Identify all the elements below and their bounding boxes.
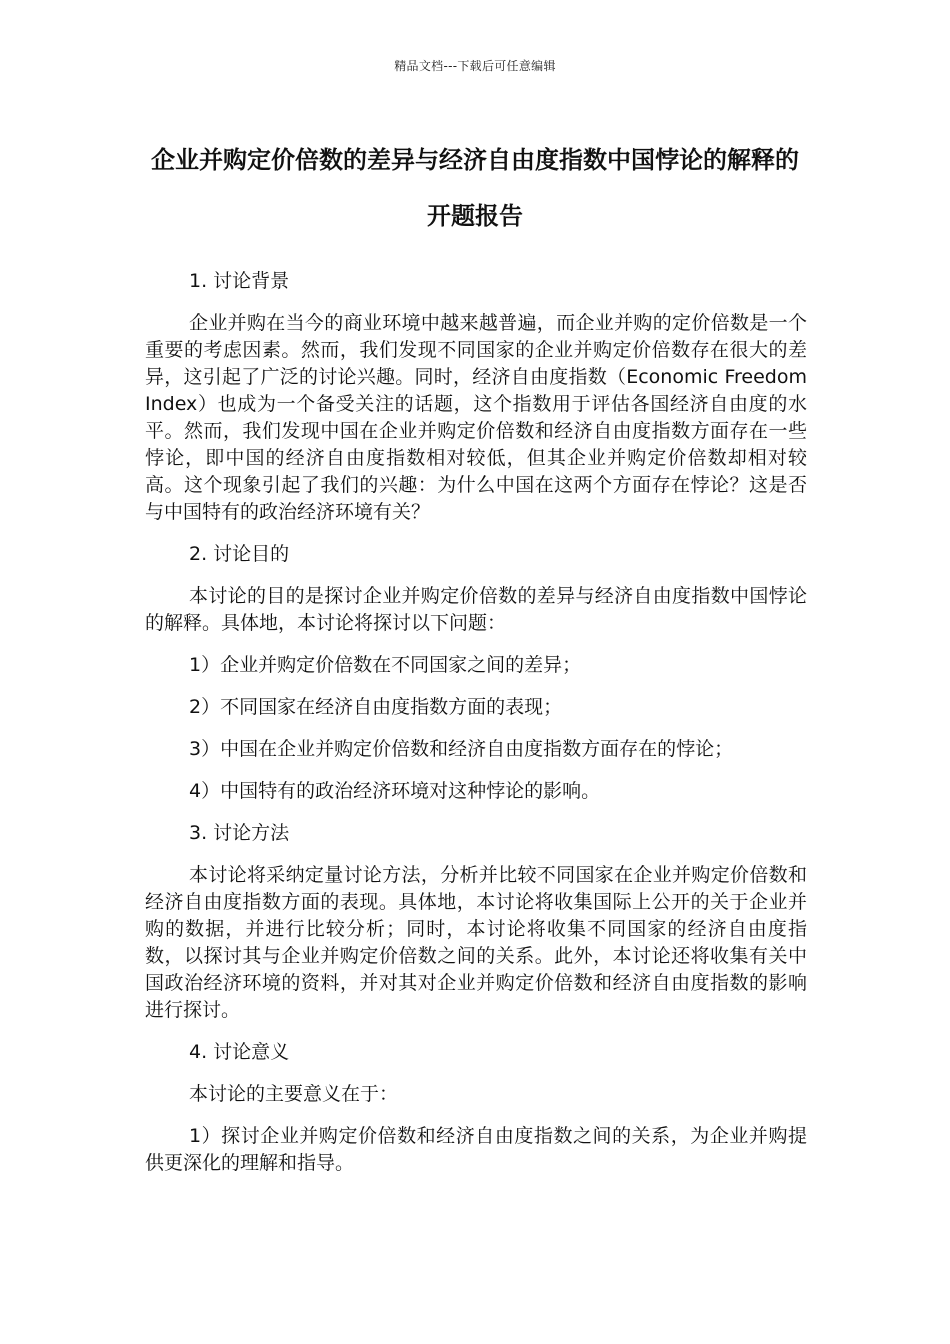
document-title: 企业并购定价倍数的差异与经济自由度指数中国悖论的解释的开题报告 bbox=[151, 146, 799, 230]
list-item: 4）中国特有的政治经济环境对这种悖论的影响。 bbox=[189, 780, 601, 802]
document-body bbox=[145, 268, 807, 1192]
list-item: 1）探讨企业并购定价倍数和经济自由度指数之间的关系，为企业并购提供更深化的理解和指导。 bbox=[145, 1125, 807, 1174]
list-item: 1）企业并购定价倍数在不同国家之间的差异； bbox=[189, 654, 582, 676]
section-heading-method: 3. 讨论方法 bbox=[189, 822, 290, 844]
section-heading-significance: 4. 讨论意义 bbox=[189, 1041, 290, 1063]
paragraph-background: 企业并购在当今的商业环境中越来越普遍，而企业并购的定价倍数是一个重要的考虑因素。然而，我们发现不同国家的企业并购定价倍数存在很大的差异，这引起了广泛的讨论兴趣。同时，经济自由度指数（Economic Freedom Index）也成为一个备受关注的话题，这个指数用于评估各国经济自由度的水平。然而，我们发现中国在企业并购定价倍数和经济自由度指数方面存在一些悖论，即中国的经济自由度指数相对较低，但其企业并购定价倍数却相对较高。这个现象引起了我们的兴趣：为什么中国在这两个方面存在悖论？这是否与中国特有的政治经济环境有关？ bbox=[145, 312, 807, 523]
list-item: 2）不同国家在经济自由度指数方面的表现； bbox=[189, 696, 563, 718]
paragraph-purpose: 本讨论的目的是探讨企业并购定价倍数的差异与经济自由度指数中国悖论的解释。具体地，本讨论将探讨以下问题： bbox=[145, 585, 807, 634]
section-heading-purpose: 2. 讨论目的 bbox=[189, 543, 290, 565]
list-item: 3）中国在企业并购定价倍数和经济自由度指数方面存在的悖论； bbox=[189, 738, 734, 760]
paragraph-method: 本讨论将采纳定量讨论方法，分析并比较不同国家在企业并购定价倍数和经济自由度指数方面的表现。具体地，本讨论将收集国际上公开的关于企业并购的数据，并进行比较分析；同时，本讨论将收集不同国家的经济自由度指数，以探讨其与企业并购定价倍数之间的关系。此外，本讨论还将收集有关中国政治经济环境的资料，并对其对企业并购定价倍数和经济自由度指数的影响进行探讨。 bbox=[145, 864, 807, 1021]
header-note: 精品文档---下载后可任意编辑 bbox=[394, 59, 556, 73]
section-heading-background: 1. 讨论背景 bbox=[189, 270, 290, 292]
paragraph-significance-intro: 本讨论的主要意义在于： bbox=[189, 1083, 399, 1105]
